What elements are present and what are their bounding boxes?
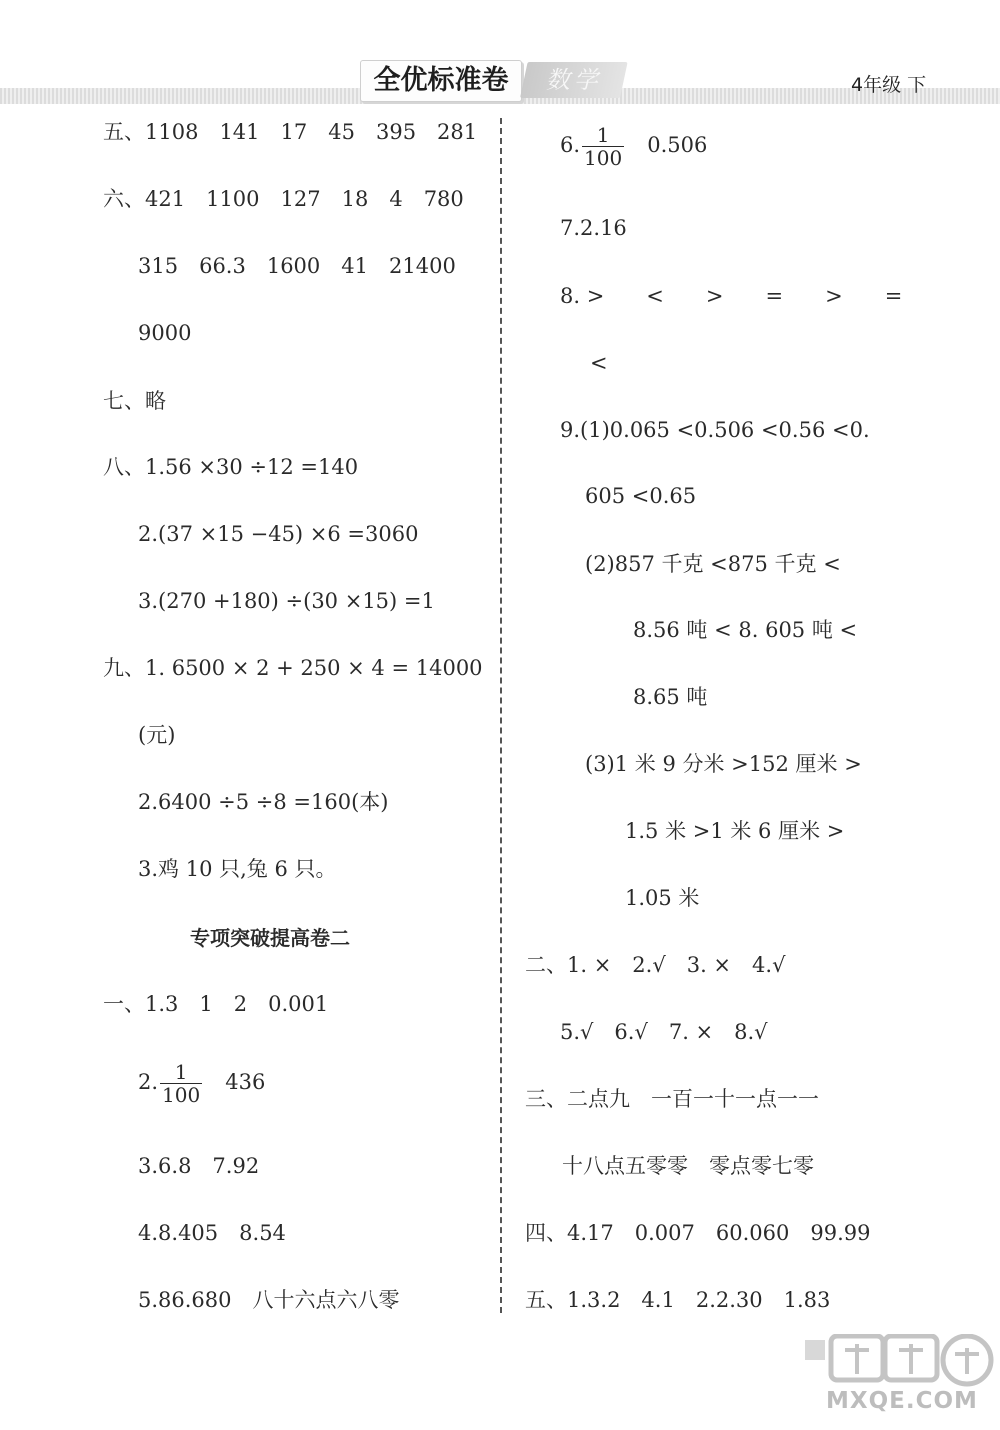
subject-label: 数学 xyxy=(545,66,602,94)
answer-line-fraction xyxy=(560,124,707,169)
fraction xyxy=(160,1061,202,1106)
answer-line: 5.86.680 八十六点六八零 xyxy=(138,1288,400,1312)
answer-line: 5.√ 6.√ 7. × 8.√ xyxy=(560,1020,768,1044)
answer-line: 一、1.3 1 2 0.001 xyxy=(103,992,329,1016)
answer-line: 2.6400 ÷5 ÷8 =160(本) xyxy=(138,790,389,814)
answer-line: 9.(1)0.065 <0.506 <0.56 <0. xyxy=(560,418,870,442)
line-suffix: 0.506 xyxy=(647,133,708,157)
answer-line: 1.5 米 >1 米 6 厘米 > xyxy=(625,819,845,843)
answer-line: 8.65 吨 xyxy=(633,685,708,709)
answer-line: 1.05 米 xyxy=(625,886,700,910)
line-suffix: 436 xyxy=(225,1070,266,1094)
answer-line: 四、4.17 0.007 60.060 99.99 xyxy=(525,1221,871,1245)
answer-line: 4.8.405 8.54 xyxy=(138,1221,286,1245)
section-title: 专项突破提高卷二 xyxy=(190,926,350,950)
answer-line: 8.56 吨 < 8. 605 吨 < xyxy=(633,618,858,642)
answer-line: 315 66.3 1600 41 21400 xyxy=(138,254,456,278)
answer-line: (3)1 米 9 分米 >152 厘米 > xyxy=(585,752,862,776)
subject-tab xyxy=(520,62,628,98)
answer-line: 9000 xyxy=(138,321,192,345)
answer-line: 二、1. × 2.√ 3. × 4.√ xyxy=(525,953,786,977)
answer-line: 2.(37 ×15 −45) ×6 =3060 xyxy=(138,522,419,546)
fraction-denominator: 100 xyxy=(162,1083,201,1107)
answer-line: 九、1. 6500 × 2 + 250 × 4 = 14000 xyxy=(103,656,483,680)
fraction-numerator: 1 xyxy=(174,1060,188,1084)
answer-line: 8. > < > = > = xyxy=(560,284,903,308)
grade-label: 4年级 下 xyxy=(851,74,927,96)
line-prefix: 2. xyxy=(138,1070,159,1094)
answer-line: 三、二点九 一百一十一点一一 xyxy=(525,1087,819,1111)
fraction xyxy=(582,124,624,169)
line-prefix: 6. xyxy=(560,133,581,157)
answer-line-fraction xyxy=(138,1061,265,1106)
answer-line: 3.6.8 7.92 xyxy=(138,1154,260,1178)
answer-line: 7.2.16 xyxy=(560,216,627,240)
fraction-denominator: 100 xyxy=(584,146,623,170)
answer-line: (2)857 千克 <875 千克 < xyxy=(585,552,841,576)
answer-line: 七、略 xyxy=(103,389,166,413)
watermark-site: MXQE.COM xyxy=(826,1388,978,1414)
answer-line: 3.(270 +180) ÷(30 ×15) =1 xyxy=(138,589,435,613)
answer-line: 3.鸡 10 只,兔 6 只。 xyxy=(138,857,337,881)
answer-line: 五、1.3.2 4.1 2.2.30 1.83 xyxy=(525,1288,831,1312)
answer-line: (元) xyxy=(138,723,176,747)
fraction-numerator: 1 xyxy=(596,123,610,147)
column-divider xyxy=(500,118,502,1313)
book-title: 全优标准卷 xyxy=(360,60,522,102)
answer-line: 八、1.56 ×30 ÷12 =140 xyxy=(103,455,359,479)
answer-line: 五、1108 141 17 45 395 281 xyxy=(103,120,478,144)
answer-line: < xyxy=(590,351,608,375)
answer-line: 六、421 1100 127 18 4 780 xyxy=(103,187,464,211)
answer-line: 605 <0.65 xyxy=(585,484,697,508)
answer-line: 十八点五零零 零点零七零 xyxy=(562,1154,814,1178)
